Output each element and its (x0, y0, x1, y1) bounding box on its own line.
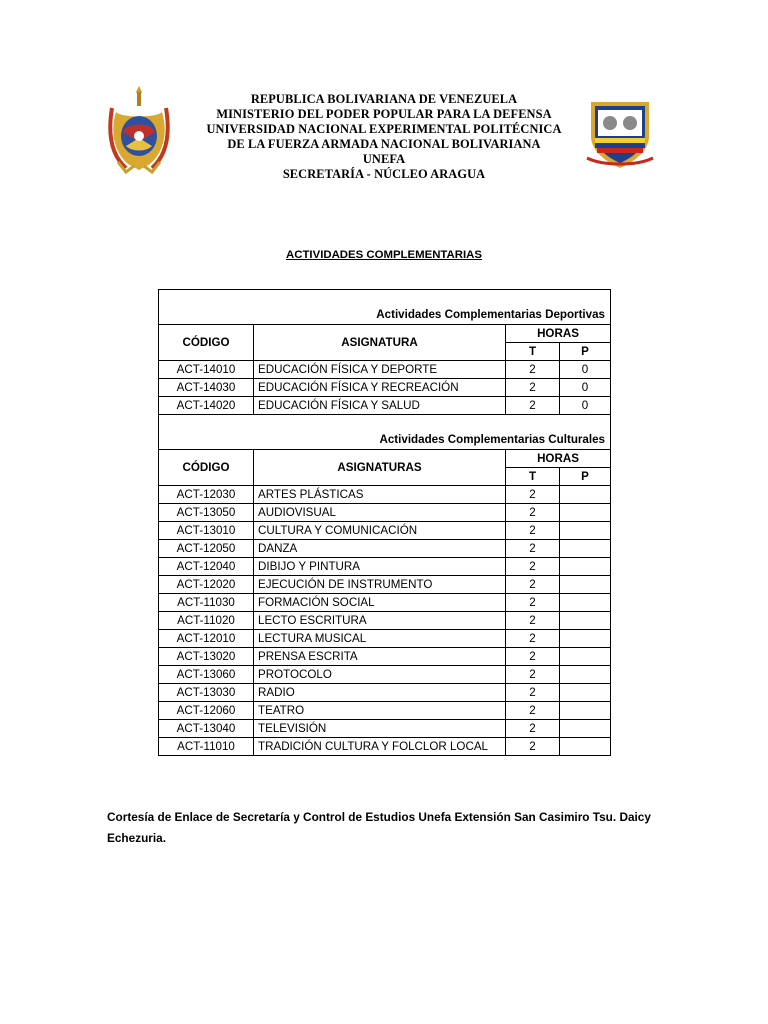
cell-codigo: ACT-12020 (159, 576, 254, 594)
header-line-1: REPUBLICA BOLIVARIANA DE VENEZUELA (250, 92, 518, 106)
cell-horas-t: 2 (506, 594, 560, 612)
cell-asignatura: EDUCACIÓN FÍSICA Y DEPORTE (254, 361, 506, 379)
header-line-3: UNIVERSIDAD NACIONAL EXPERIMENTAL POLITÉCNICA (206, 122, 562, 136)
cell-asignatura: AUDIOVISUAL (254, 504, 506, 522)
table-row (159, 738, 611, 756)
section-title-row (159, 306, 611, 325)
section-title-deportivas: Actividades Complementarias Deportivas (159, 306, 611, 325)
cell-horas-t: 2 (506, 702, 560, 720)
cell-asignatura: FORMACIÓN SOCIAL (254, 594, 506, 612)
table-row (159, 684, 611, 702)
cell-asignatura: TRADICIÓN CULTURA Y FOLCLOR LOCAL (254, 738, 506, 756)
header-row (159, 450, 611, 468)
table-spacer-row (159, 290, 611, 307)
table-row (159, 666, 611, 684)
table-row (159, 361, 611, 379)
cell-horas-t: 2 (506, 684, 560, 702)
cell-horas-t: 2 (506, 397, 560, 415)
cell-asignatura: EJECUCIÓN DE INSTRUMENTO (254, 576, 506, 594)
cell-horas-p: 0 (560, 361, 611, 379)
cell-codigo: ACT-13050 (159, 504, 254, 522)
col-header-asignaturas: ASIGNATURAS (254, 450, 506, 486)
cell-horas-p (560, 522, 611, 540)
table-row (159, 379, 611, 397)
cell-codigo: ACT-12030 (159, 486, 254, 504)
cell-codigo: ACT-11020 (159, 612, 254, 630)
col-header-codigo: CÓDIGO (159, 325, 254, 361)
activities-table (158, 289, 611, 756)
cell-horas-p (560, 576, 611, 594)
table-row (159, 540, 611, 558)
cell-horas-p (560, 558, 611, 576)
table-row (159, 648, 611, 666)
cell-horas-p (560, 630, 611, 648)
cell-horas-t: 2 (506, 361, 560, 379)
unefa-shield-emblem (583, 96, 657, 170)
cell-horas-t: 2 (506, 648, 560, 666)
section-title-row (159, 431, 611, 450)
cell-horas-p (560, 648, 611, 666)
cell-horas-t: 2 (506, 379, 560, 397)
cell-horas-p (560, 612, 611, 630)
institution-header (190, 92, 578, 182)
cell-horas-p (560, 684, 611, 702)
cell-asignatura: RADIO (254, 684, 506, 702)
table-row (159, 558, 611, 576)
cell-asignatura: PROTOCOLO (254, 666, 506, 684)
table-row (159, 522, 611, 540)
cell-horas-p (560, 666, 611, 684)
col-header-p: P (560, 343, 611, 361)
col-header-horas: HORAS (506, 450, 611, 468)
header-line-6: SECRETARÍA - NÚCLEO ARAGUA (282, 167, 486, 181)
header-line-5: UNEFA (362, 152, 406, 166)
table-row (159, 486, 611, 504)
cell-codigo: ACT-12050 (159, 540, 254, 558)
cell-codigo: ACT-12010 (159, 630, 254, 648)
cell-horas-p: 0 (560, 379, 611, 397)
cell-codigo: ACT-11010 (159, 738, 254, 756)
table-row (159, 630, 611, 648)
table-row (159, 720, 611, 738)
col-header-p: P (560, 468, 611, 486)
cell-asignatura: CULTURA Y COMUNICACIÓN (254, 522, 506, 540)
header-line-4: DE LA FUERZA ARMADA NACIONAL BOLIVARIANA (227, 137, 541, 151)
col-header-asignatura: ASIGNATURA (254, 325, 506, 361)
cell-horas-t: 2 (506, 720, 560, 738)
cell-asignatura: TEATRO (254, 702, 506, 720)
cell-asignatura: TELEVISIÓN (254, 720, 506, 738)
table-row (159, 397, 611, 415)
cell-horas-t: 2 (506, 612, 560, 630)
table-row (159, 594, 611, 612)
cell-asignatura: LECTURA MUSICAL (254, 630, 506, 648)
cell-codigo: ACT-13010 (159, 522, 254, 540)
cell-horas-p (560, 702, 611, 720)
table-spacer-row (159, 415, 611, 432)
cell-asignatura: DIBIJO Y PINTURA (254, 558, 506, 576)
cell-codigo: ACT-13060 (159, 666, 254, 684)
cell-asignatura: ARTES PLÁSTICAS (254, 486, 506, 504)
cell-codigo: ACT-14020 (159, 397, 254, 415)
cell-codigo: ACT-13030 (159, 684, 254, 702)
cell-codigo: ACT-13020 (159, 648, 254, 666)
cell-horas-t: 2 (506, 540, 560, 558)
cell-asignatura: EDUCACIÓN FÍSICA Y RECREACIÓN (254, 379, 506, 397)
cell-horas-p (560, 720, 611, 738)
cell-horas-t: 2 (506, 486, 560, 504)
cell-codigo: ACT-14030 (159, 379, 254, 397)
cell-horas-p (560, 504, 611, 522)
military-coat-of-arms-emblem (106, 82, 172, 176)
cell-codigo: ACT-14010 (159, 361, 254, 379)
cell-horas-t: 2 (506, 558, 560, 576)
cell-asignatura: PRENSA ESCRITA (254, 648, 506, 666)
cell-horas-p (560, 594, 611, 612)
cell-horas-t: 2 (506, 504, 560, 522)
cell-asignatura: EDUCACIÓN FÍSICA Y SALUD (254, 397, 506, 415)
col-header-horas: HORAS (506, 325, 611, 343)
section-title-culturales: Actividades Complementarias Culturales (159, 431, 611, 450)
cell-horas-t: 2 (506, 576, 560, 594)
cell-codigo: ACT-11030 (159, 594, 254, 612)
col-header-t: T (506, 468, 560, 486)
table-row (159, 576, 611, 594)
cell-horas-t: 2 (506, 738, 560, 756)
cell-horas-t: 2 (506, 666, 560, 684)
cell-codigo: ACT-12040 (159, 558, 254, 576)
cell-horas-t: 2 (506, 522, 560, 540)
cell-horas-p (560, 540, 611, 558)
cell-horas-t: 2 (506, 630, 560, 648)
header-line-2: MINISTERIO DEL PODER POPULAR PARA LA DEFENSA (216, 107, 552, 121)
cell-asignatura: LECTO ESCRITURA (254, 612, 506, 630)
cell-asignatura: DANZA (254, 540, 506, 558)
cell-horas-p (560, 738, 611, 756)
cell-horas-p (560, 486, 611, 504)
table-row (159, 612, 611, 630)
table-row (159, 702, 611, 720)
col-header-codigo: CÓDIGO (159, 450, 254, 486)
cell-codigo: ACT-12060 (159, 702, 254, 720)
courtesy-footer: Cortesía de Enlace de Secretaría y Control de Estudios Unefa Extensión San Casimiro Tsu. Daicy Echezuria. (107, 810, 651, 845)
table-row (159, 504, 611, 522)
cell-codigo: ACT-13040 (159, 720, 254, 738)
header-row (159, 325, 611, 343)
col-header-t: T (506, 343, 560, 361)
cell-horas-p: 0 (560, 397, 611, 415)
document-title: ACTIVIDADES COMPLEMENTARIAS (286, 249, 482, 261)
